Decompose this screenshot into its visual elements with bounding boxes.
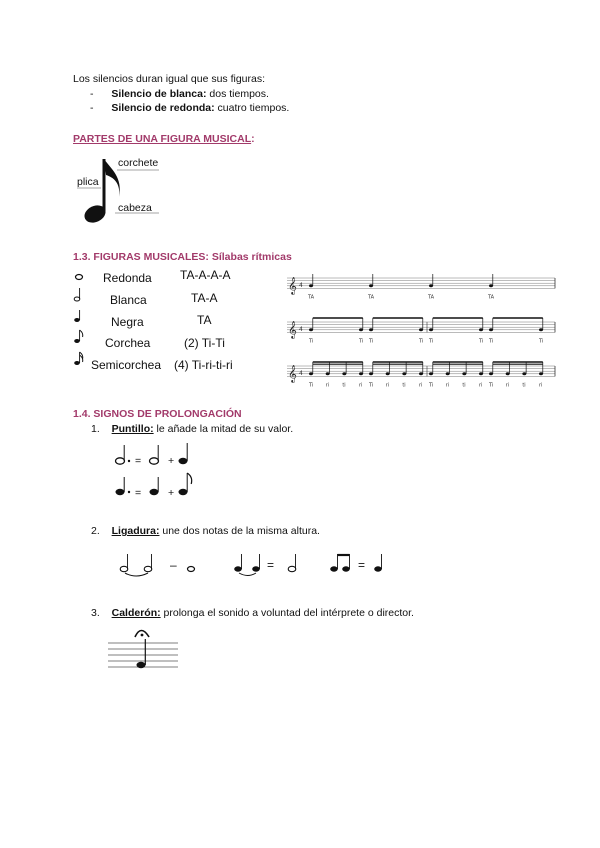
note-head — [369, 372, 373, 375]
syllable-label: TA — [428, 294, 435, 301]
item-term: Calderón: — [111, 607, 161, 619]
dotted-half-note-icon — [116, 445, 131, 464]
tied-half-notes-icon — [120, 554, 152, 576]
note-head — [489, 328, 493, 331]
item-text: une dos notas de la misma altura. — [159, 525, 320, 537]
syllable-label: Ti — [429, 338, 434, 345]
quarter-note-icon — [179, 443, 188, 464]
dotted-quarter-note-icon — [116, 477, 131, 495]
intro-item-label: Silencio de blanca: — [111, 88, 207, 100]
note-head — [402, 372, 406, 375]
syllable-label: ri — [325, 382, 330, 389]
note-head — [479, 328, 483, 331]
syllable-label: ti — [522, 382, 526, 389]
equals-sign: = — [135, 487, 142, 499]
intro-item-blanca — [90, 88, 269, 101]
quarter-note-icon — [137, 639, 146, 668]
syllable-label: ti — [342, 382, 346, 389]
syllable-label: ti — [402, 382, 406, 389]
syllable-label: ti — [462, 382, 466, 389]
figure-name-negra: Negra — [111, 315, 144, 329]
puntillo-equations — [112, 440, 202, 502]
quarter-note-icon — [150, 477, 159, 495]
syllable-redonda: TA-A-A-A — [180, 268, 231, 282]
note-head — [309, 372, 313, 375]
note-head — [359, 372, 363, 375]
syllable-label: TA — [308, 294, 315, 301]
note-head — [309, 284, 313, 287]
syllable-negra: TA — [197, 313, 212, 327]
label-corchete: corchete — [118, 157, 159, 169]
syllable-label: Ti — [309, 382, 314, 389]
equals-sign: = — [358, 558, 366, 572]
note-head — [309, 328, 313, 331]
intro-item-redonda — [90, 102, 289, 115]
signos-item-puntillo — [91, 423, 293, 436]
signos-item-ligadura — [91, 525, 320, 538]
note-head — [419, 372, 423, 375]
figure-icons-column — [72, 268, 86, 380]
syllable-label: Ti — [489, 382, 494, 389]
rhythm-staff-negras — [287, 274, 555, 304]
plus-sign: + — [168, 455, 175, 467]
partes-heading-colon: : — [251, 133, 255, 145]
intro-item-text: cuatro tiempos. — [214, 102, 290, 114]
fermata-icon — [135, 631, 149, 638]
intro-line: Los silencios duran igual que sus figuras: — [73, 73, 266, 85]
syllable-label: Ti — [479, 338, 484, 345]
note-head — [506, 372, 510, 375]
time-signature: 4 — [299, 325, 303, 333]
treble-clef-icon: 𝄞 — [288, 320, 297, 339]
quarter-note-icon — [74, 310, 80, 322]
note-head — [429, 372, 433, 375]
syllable-label: Ti — [429, 382, 434, 389]
note-head — [419, 328, 423, 331]
signos-item-calderon — [91, 607, 414, 620]
eighth-note-icon — [179, 473, 192, 495]
item-number: 3. — [91, 607, 100, 619]
note-head — [359, 328, 363, 331]
quarter-note-icon — [374, 554, 382, 572]
note-head — [462, 372, 466, 375]
figure-name-corchea: Corchea — [105, 336, 151, 350]
intro-item-text: dos tiempos. — [206, 88, 269, 100]
syllable-label: ri — [359, 382, 363, 389]
partes-heading-text: PARTES DE UNA FIGURA MUSICAL — [73, 133, 252, 145]
syllable-label: Ti — [539, 338, 544, 345]
note-head — [446, 372, 450, 375]
equals-sign: = — [267, 558, 275, 572]
syllable-label: ri — [505, 382, 510, 389]
calderon-staff — [108, 622, 178, 670]
syllable-label: Ti — [359, 338, 364, 345]
figure-name-blanca: Blanca — [110, 293, 147, 307]
item-term: Ligadura: — [111, 525, 160, 537]
note-head — [489, 284, 493, 287]
time-signature: 4 — [299, 281, 303, 289]
note-head — [342, 372, 346, 375]
dash-sign: – — [170, 558, 177, 572]
item-number: 2. — [91, 525, 100, 537]
whole-note-icon — [188, 567, 195, 572]
treble-clef-icon: 𝄞 — [288, 276, 297, 295]
note-head — [429, 284, 433, 287]
rhythm-staff-semicorcheas — [287, 362, 555, 394]
label-plica: plica — [77, 176, 99, 188]
tied-quarter-notes-icon — [234, 554, 260, 576]
signos-heading: 1.4. SIGNOS DE PROLONGACIÓN — [73, 408, 242, 420]
syllable-label: ri — [479, 382, 483, 389]
syllable-label: ri — [419, 382, 423, 389]
note-head — [386, 372, 390, 375]
note-head — [539, 372, 543, 375]
partes-heading — [73, 133, 255, 145]
syllable-label: ri — [385, 382, 390, 389]
syllable-label: Ti — [489, 338, 494, 345]
rhythm-staff-corcheas — [287, 318, 555, 348]
syllable-label: TA — [488, 294, 495, 301]
note-head — [489, 372, 493, 375]
syllable-semicorchea: (4) Ti-ri-ti-ri — [174, 358, 233, 372]
plus-sign: + — [168, 487, 175, 499]
syllable-label: TA — [368, 294, 375, 301]
item-term: Puntillo: — [111, 423, 154, 435]
note-head — [429, 328, 433, 331]
eighth-note-icon — [74, 330, 83, 343]
treble-clef-icon: 𝄞 — [288, 364, 297, 383]
intro-item-label: Silencio de redonda: — [111, 102, 215, 114]
item-number: 1. — [91, 423, 100, 435]
label-cabeza: cabeza — [118, 202, 152, 214]
note-head — [539, 328, 543, 331]
half-note-icon — [74, 288, 80, 301]
list-dash: - — [90, 102, 94, 114]
syllable-label: ri — [445, 382, 450, 389]
note-head — [326, 372, 330, 375]
note-head — [479, 372, 483, 375]
item-text: le añade la mitad de su valor. — [153, 423, 294, 435]
syllable-label: Ti — [369, 338, 374, 345]
note-head — [522, 372, 526, 375]
half-note-icon — [288, 554, 296, 572]
list-dash: - — [90, 88, 94, 100]
syllable-label: Ti — [369, 382, 374, 389]
half-note-icon — [150, 445, 159, 464]
note-head — [369, 328, 373, 331]
syllable-label: Ti — [309, 338, 314, 345]
syllable-blanca: TA-A — [191, 291, 218, 305]
figure-name-redonda: Redonda — [103, 271, 152, 285]
syllable-label: ri — [539, 382, 543, 389]
whole-note-icon — [76, 275, 83, 280]
equals-sign: = — [135, 455, 142, 467]
note-head — [369, 284, 373, 287]
item-text: prolonga el sonido a voluntad del intérprete o director. — [160, 607, 414, 619]
figuras-heading: 1.3. FIGURAS MUSICALES: Sílabas rítmicas — [73, 251, 292, 263]
ligadura-examples — [118, 550, 368, 578]
time-signature: 4 — [299, 369, 303, 377]
figure-name-semicorchea: Semicorchea — [91, 358, 162, 372]
syllable-label: Ti — [419, 338, 424, 345]
syllable-corchea: (2) Ti-Ti — [184, 336, 225, 350]
sixteenth-note-icon — [74, 352, 83, 365]
beamed-eighth-notes-icon — [330, 554, 350, 572]
